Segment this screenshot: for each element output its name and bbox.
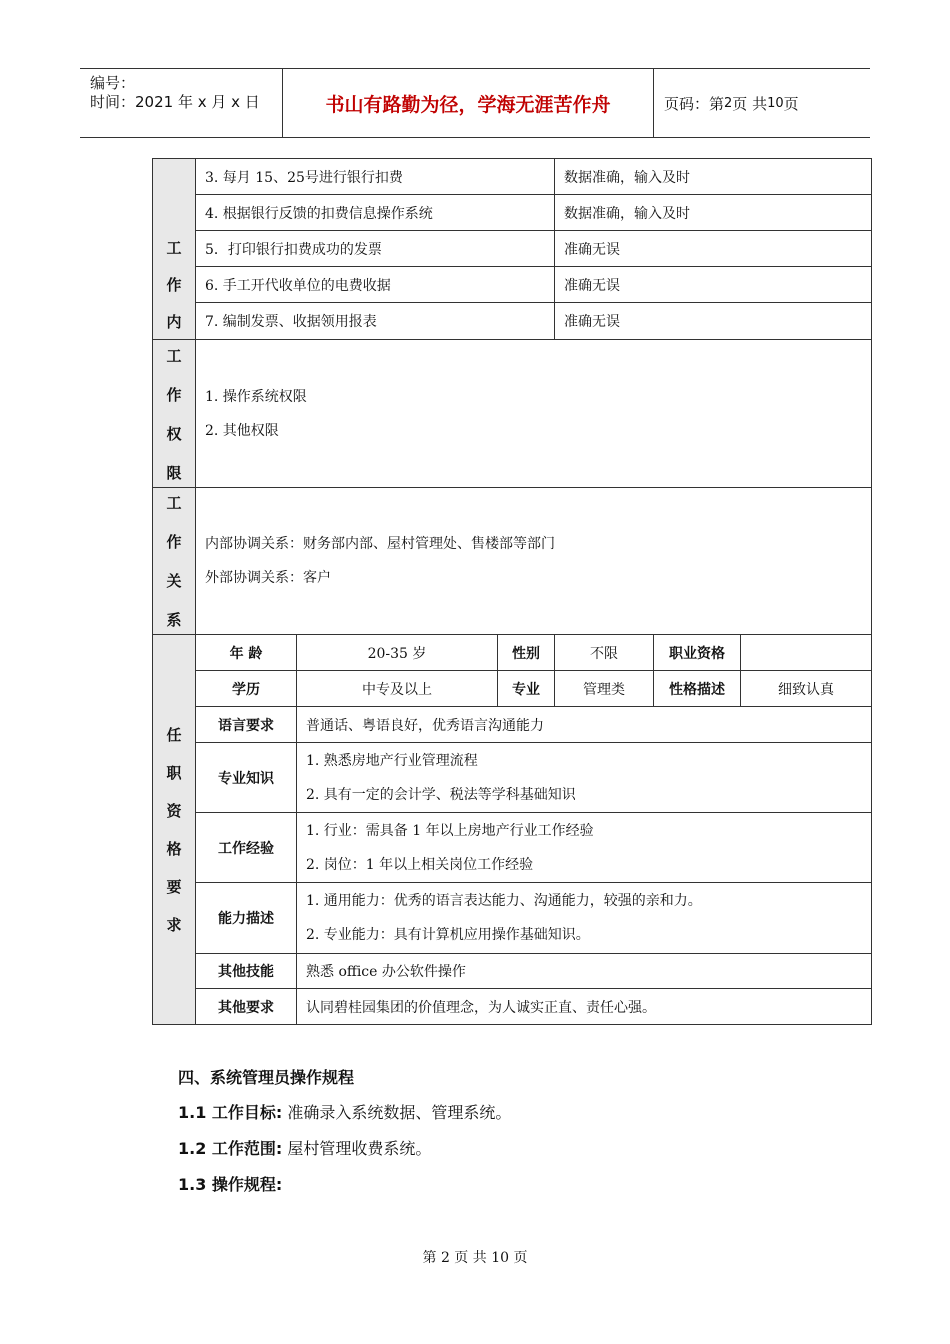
other-requirements-label: 其他要求 bbox=[196, 989, 297, 1025]
qualifications-heading: 任 职 资 格 要 求 bbox=[153, 635, 196, 1025]
ability-item: 2. 专业能力：具有计算机应用操作基础知识。 bbox=[306, 927, 590, 943]
standard-cell: 数据准确，输入及时 bbox=[555, 195, 872, 231]
skills-value: 熟悉 office 办公软件操作 bbox=[297, 954, 872, 989]
task-cell: 4. 根据银行反馈的扣费信息操作系统 bbox=[196, 195, 555, 231]
knowledge-list bbox=[297, 743, 872, 813]
knowledge-item: 2. 具有一定的会计学、税法等学科基础知识 bbox=[306, 786, 576, 803]
section-title: 四、系统管理员操作规程 bbox=[178, 1068, 355, 1087]
standard-cell: 准确无误 bbox=[555, 303, 872, 340]
work-goal-line: 1.1 工作目标: 准确录入系统数据、管理系统。 bbox=[178, 1103, 512, 1122]
experience-item: 2. 岗位：1 年以上相关岗位工作经验 bbox=[306, 856, 534, 873]
personality-value: 细致认真 bbox=[741, 671, 872, 707]
personality-label: 性格描述 bbox=[654, 671, 741, 707]
authority-heading: 工 作 权 限 bbox=[153, 340, 196, 488]
other-requirements-value: 认同碧桂园集团的价值理念，为人诚实正直、责任心强。 bbox=[297, 989, 872, 1025]
language-label: 语言要求 bbox=[196, 707, 297, 743]
header-page-number: 页码：第 2 页 共 10 页 bbox=[664, 94, 799, 113]
cert-label: 职业资格 bbox=[654, 635, 741, 671]
authority-item: 2. 其他权限 bbox=[205, 422, 279, 439]
age-label: 年 龄 bbox=[196, 635, 297, 671]
ability-list bbox=[297, 883, 872, 954]
major-value: 管理类 bbox=[555, 671, 654, 707]
knowledge-label: 专业知识 bbox=[196, 743, 297, 813]
work-scope-line: 1.2 工作范围: 屋村管理收费系统。 bbox=[178, 1139, 432, 1158]
page-header bbox=[80, 68, 870, 138]
relation-item: 内部协调关系：财务部内部、屋村管理处、售楼部等部门 bbox=[205, 536, 555, 552]
header-meta bbox=[80, 69, 283, 137]
gender-label: 性别 bbox=[498, 635, 555, 671]
job-description-table bbox=[152, 158, 872, 1025]
relation-item: 外部协调关系：客户 bbox=[205, 570, 331, 586]
education-label: 学历 bbox=[196, 671, 297, 707]
authority-item: 1. 操作系统权限 bbox=[205, 388, 307, 405]
experience-label: 工作经验 bbox=[196, 813, 297, 883]
ability-item: 1. 通用能力：优秀的语言表达能力、沟通能力，较强的亲和力。 bbox=[306, 893, 702, 909]
gender-value: 不限 bbox=[555, 635, 654, 671]
authority-list bbox=[196, 340, 872, 488]
education-value: 中专及以上 bbox=[297, 671, 498, 707]
ability-label: 能力描述 bbox=[196, 883, 297, 954]
relations-list bbox=[196, 488, 872, 635]
standard-cell: 数据准确，输入及时 bbox=[555, 159, 872, 195]
age-value: 20-35 岁 bbox=[297, 635, 498, 671]
relations-heading: 工 作 关 系 bbox=[153, 488, 196, 635]
cert-value bbox=[741, 635, 872, 671]
code-label: 编号： bbox=[90, 74, 136, 92]
experience-item: 1. 行业：需具备 1 年以上房地产行业工作经验 bbox=[306, 822, 594, 839]
page-footer: 第 2 页 共 10 页 bbox=[422, 1250, 528, 1266]
header-motto: 书山有路勤为径，学海无涯苦作舟 bbox=[283, 69, 654, 137]
time-label: 时间：2021 年 x 月 x 日 bbox=[90, 93, 260, 111]
standard-cell: 准确无误 bbox=[555, 231, 872, 267]
task-cell: 7. 编制发票、收据领用报表 bbox=[196, 303, 555, 340]
procedure-line: 1.3 操作规程: bbox=[178, 1175, 283, 1194]
task-cell: 6. 手工开代收单位的电费收据 bbox=[196, 267, 555, 303]
major-label: 专业 bbox=[498, 671, 555, 707]
work-content-heading: 工 作 内 bbox=[153, 159, 196, 340]
experience-list bbox=[297, 813, 872, 883]
task-cell: 5．打印银行扣费成功的发票 bbox=[196, 231, 555, 267]
skills-label: 其他技能 bbox=[196, 954, 297, 989]
language-value: 普通话、粤语良好，优秀语言沟通能力 bbox=[297, 707, 872, 743]
task-cell: 3. 每月 15、25号进行银行扣费 bbox=[196, 159, 555, 195]
standard-cell: 准确无误 bbox=[555, 267, 872, 303]
knowledge-item: 1. 熟悉房地产行业管理流程 bbox=[306, 752, 478, 769]
